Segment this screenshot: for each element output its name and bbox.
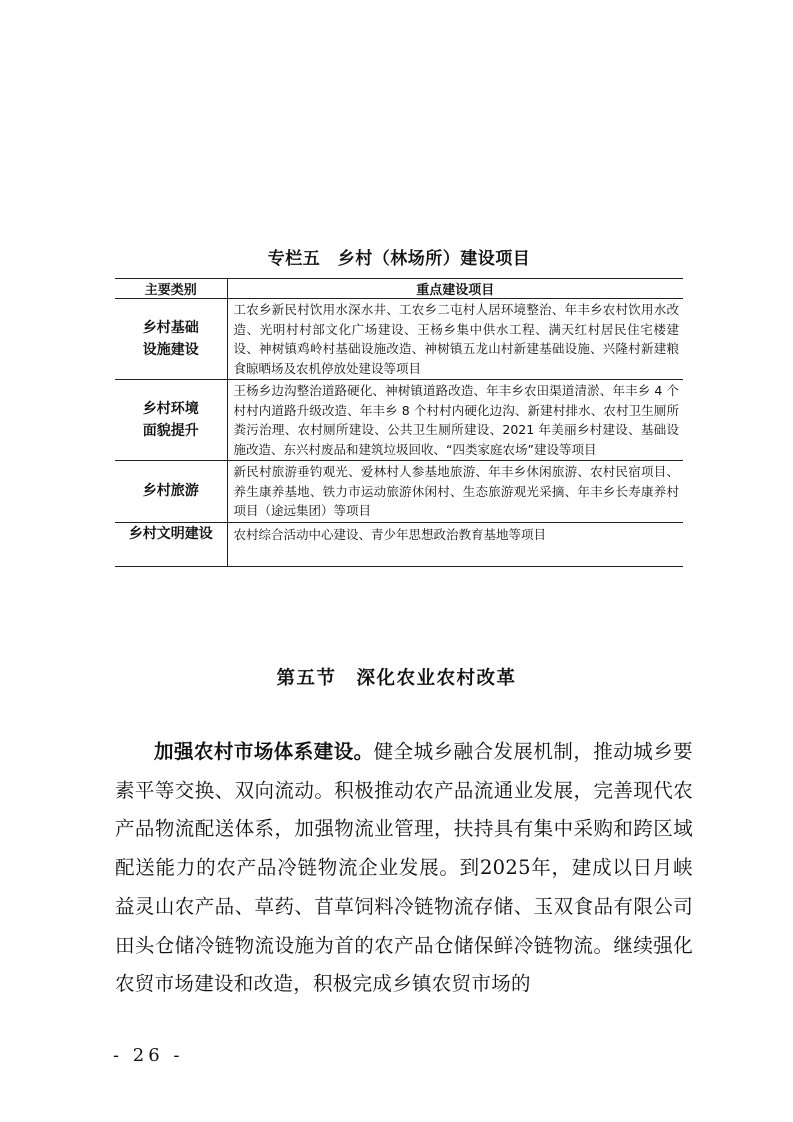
table-row	[115, 299, 683, 380]
row-category: 乡村文明建设	[115, 522, 227, 566]
row-projects: 工农乡新民村饮用水深水井、工农乡二屯村人居环境整治、年丰乡农村饮用水改造、光明村村部文化广场建设、王杨乡集中供水工程、满天红村居民住宅楼建设、神树镇鸡岭村基础设施改造、神树镇五龙山村新建基础设施、兴隆村新建粮食晾晒场及农机停放处建设等项目	[227, 299, 683, 380]
table-row	[115, 380, 683, 461]
row-projects: 新民村旅游垂钓观光、爱林村人参基地旅游、年丰乡休闲旅游、农村民宿项目、养生康养基地、铁力市运动旅游休闲村、生态旅游观光采摘、年丰乡长寿康养村项目（途远集团）等项目	[227, 461, 683, 523]
header-projects: 重点建设项目	[227, 279, 683, 299]
section-title: 第五节 深化农业农村改革	[276, 668, 517, 689]
box-title: 专栏五 乡村（林场所）建设项目	[267, 249, 531, 269]
paragraph-text: 健全城乡融合发展机制，推动城乡要素平等交换、双向流动。积极推动农产品流通业发展，完善现代农产品物流配送体系，加强物流业管理，扶持具有集中采购和跨区域配送能力的农产品冷链物流企业发展。到2025年，建成以日月峡益灵山农产品、草药、苜草饲料冷链物流存储、玉双食品有限公司田头仓储冷链物流设施为首的农产品仓储保鲜冷链物流。继续强化农贸市场建设和改造，积极完成乡镇农贸市场的	[115, 740, 693, 996]
row-category: 乡村基础 设施建设	[115, 299, 227, 380]
header-category: 主要类别	[115, 279, 227, 299]
body-paragraph	[115, 733, 693, 1004]
paragraph-lead: 加强农村市场体系建设。	[154, 740, 374, 763]
row-projects: 农村综合活动中心建设、青少年思想政治教育基地等项目	[227, 522, 683, 566]
table-row	[115, 461, 683, 523]
table-header-row	[115, 279, 683, 299]
row-projects: 王杨乡边沟整治道路硬化、神树镇道路改造、年丰乡农田渠道清淤、年丰乡 4 个村村内道路升级改造、年丰乡 8 个村村内硬化边沟、新建村排水、农村卫生厕所粪污治理、农村厕所建设、公共卫生厕所建设、2021 年美丽乡村建设、基础设施改造、东兴村废品和建筑垃圾回收、“四类家庭农场”建设等项目	[227, 380, 683, 461]
row-category: 乡村旅游	[115, 461, 227, 523]
projects-table	[115, 278, 683, 567]
table-row	[115, 522, 683, 566]
page-number: - 26 -	[113, 1045, 184, 1066]
row-category: 乡村环境 面貌提升	[115, 380, 227, 461]
